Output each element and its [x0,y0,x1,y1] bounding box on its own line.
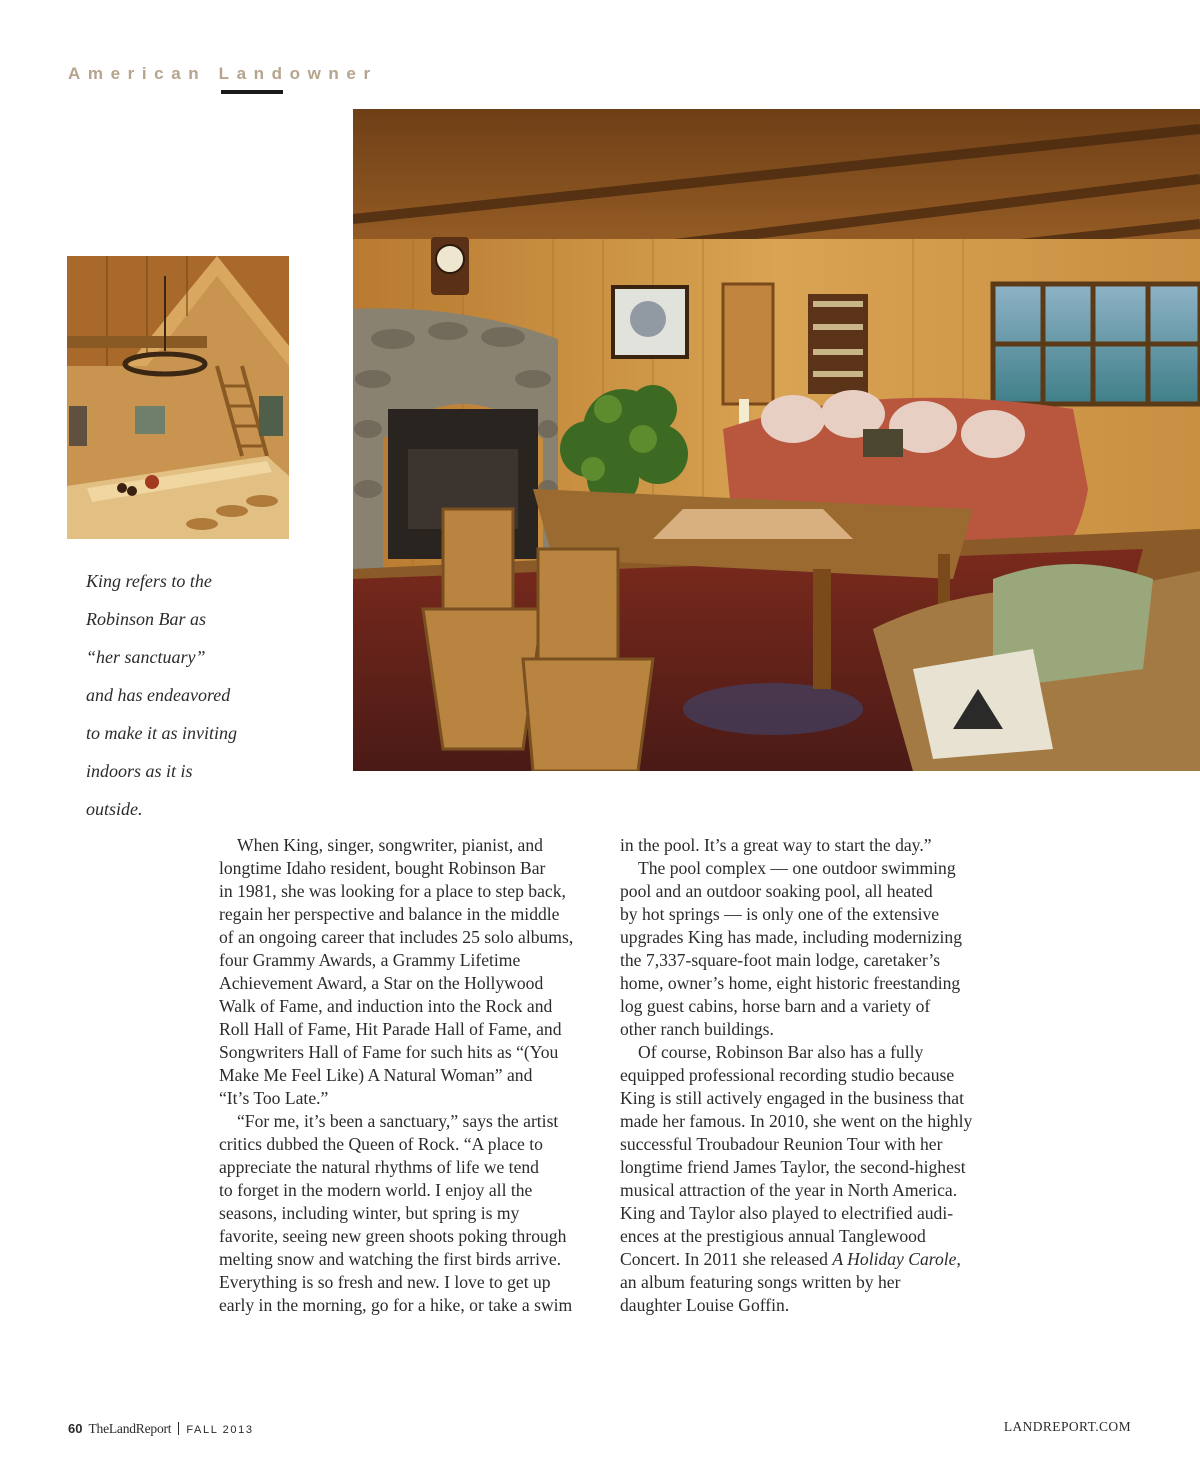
caption-line: and has endeavored [86,685,231,705]
text-line: to forget in the modern world. I enjoy all the [219,1180,533,1200]
text-line: Everything is so fresh and new. I love to get up [219,1272,551,1292]
caption-line: “her sanctuary” [86,647,206,667]
text-line: in 1981, she was looking for a place to step back, [219,881,566,901]
magazine-name: TheLandReport [88,1421,172,1436]
text-line: longtime friend James Taylor, the second-highest [620,1157,966,1177]
text-line: Achievement Award, a Star on the Hollywood [219,973,544,993]
text-line: in the pool. It’s a great way to start the day.” [620,835,932,855]
text-line: The pool complex — one outdoor swimming [638,858,956,878]
text-line: ences at the prestigious annual Tanglewood [620,1226,926,1246]
text-line: made her famous. In 2010, she went on the highly [620,1111,973,1131]
text-line [602,1248,1000,1271]
text-line: Songwriters Hall of Fame for such hits as “(You [219,1042,559,1062]
text-line: Roll Hall of Fame, Hit Parade Hall of Fame, and [219,1019,562,1039]
text-line: “It’s Too Late.” [219,1088,329,1108]
text-line: seasons, including winter, but spring is my [219,1203,520,1223]
article-paragraph [219,1110,599,1317]
caption-line: King refers to the [86,571,212,591]
article-column-left [219,834,599,1317]
text-line: favorite, seeing new green shoots poking through [219,1226,567,1246]
photo-caption [86,562,276,828]
text-line: “For me, it’s been a sanctuary,” says the artist [237,1111,559,1131]
text-line: King is still actively engaged in the business that [620,1088,964,1108]
issue-date: FALL 2013 [186,1424,254,1436]
article-paragraph [219,834,599,1110]
album-title: A Holiday Carole [832,1249,957,1269]
text-line: of an ongoing career that includes 25 solo albums, [219,927,574,947]
text-line: home, owner’s home, eight historic freestanding [620,973,961,993]
text-line: musical attraction of the year in North America. [620,1180,958,1200]
caption-line: outside. [86,799,143,819]
text-line: equipped professional recording studio because [620,1065,955,1085]
text-line: melting snow and watching the first birds arrive. [219,1249,562,1269]
text-line: log guest cabins, horse barn and a variety of [620,996,931,1016]
text-line: pool and an outdoor soaking pool, all heated [620,881,933,901]
text-line: the 7,337-square-foot main lodge, caretaker’s [620,950,941,970]
text-line: When King, singer, songwriter, pianist, and [237,835,543,855]
text-fragment: , [956,1249,961,1269]
section-title: American Landowner [68,64,378,83]
text-line: other ranch buildings. [620,1019,774,1039]
text-line: critics dubbed the Queen of Rock. “A place to [219,1134,543,1154]
text-line: four Grammy Awards, a Grammy Lifetime [219,950,521,970]
text-line: daughter Louise Goffin. [620,1295,790,1315]
text-line: appreciate the natural rhythms of life we tend [219,1157,539,1177]
article-column-right [620,834,1000,1317]
text-line: Of course, Robinson Bar also has a fully [638,1042,924,1062]
footer-divider [178,1422,179,1435]
text-line: regain her perspective and balance in the middle [219,904,560,924]
text-line: Make Me Feel Like) A Natural Woman” and [219,1065,533,1085]
caption-line: to make it as inviting [86,723,237,743]
text-line: upgrades King has made, including modernizing [620,927,963,947]
lodge-great-room-photo [353,109,1200,771]
caption-line: Robinson Bar as [86,609,207,629]
website-url: LANDREPORT.COM [1003,1419,1131,1434]
article-paragraph [620,834,1000,857]
text-line: longtime Idaho resident, bought Robinson Bar [219,858,546,878]
article-paragraph [620,1041,1000,1317]
great-room-illustration [353,109,1200,771]
lodge-kitchen-loft-photo [67,256,289,539]
kitchen-illustration [67,256,289,539]
text-line: early in the morning, go for a hike, or take a swim [219,1295,573,1315]
page-number: 60 [68,1421,83,1436]
section-title-underline [221,90,283,94]
text-fragment: Concert. In 2011 she released [620,1249,833,1269]
text-line: an album featuring songs written by her [620,1272,901,1292]
caption-line: indoors as it is [86,761,193,781]
text-line: Walk of Fame, and induction into the Rock and [219,996,553,1016]
article-paragraph [620,857,1000,1041]
text-line: successful Troubadour Reunion Tour with her [620,1134,943,1154]
text-line: King and Taylor also played to electrified audi- [620,1203,954,1223]
text-line: by hot springs — is only one of the extensive [620,904,940,924]
page-footer-left [68,1421,254,1437]
